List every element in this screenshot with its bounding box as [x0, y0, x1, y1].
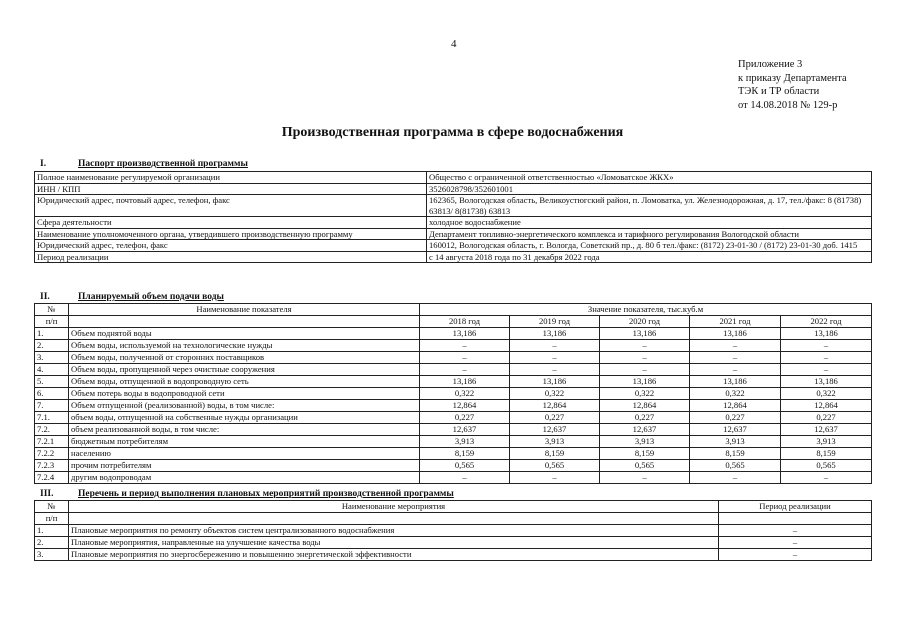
row-value: –	[781, 340, 872, 352]
row-number: 7.	[35, 400, 69, 412]
row-value: 12,637	[690, 424, 781, 436]
row-period: –	[719, 537, 872, 549]
table-row	[35, 364, 872, 376]
table-row	[35, 460, 872, 472]
row-value: 8,159	[420, 448, 510, 460]
row-value: –	[420, 340, 510, 352]
table-row	[35, 537, 872, 549]
row-value: 3,913	[510, 436, 600, 448]
row-value: 13,186	[600, 376, 690, 388]
row-value: 13,186	[510, 376, 600, 388]
row-value: 0,565	[781, 460, 872, 472]
row-value: 3,913	[420, 436, 510, 448]
row-value: 8,159	[781, 448, 872, 460]
row-name: Объем поднятой воды	[69, 328, 420, 340]
section-title: Планируемый объем подачи воды	[78, 292, 224, 302]
row-value: 12,864	[510, 400, 600, 412]
row-name: Объем воды, пропущенной через очистные сооружения	[69, 364, 420, 376]
appendix-line: Приложение 3	[738, 59, 803, 70]
row-number: 1.	[35, 525, 69, 537]
row-value: –	[600, 472, 690, 484]
row-number: 7.1.	[35, 412, 69, 424]
row-number: 6.	[35, 388, 69, 400]
header-num: №	[35, 501, 69, 513]
table-row	[35, 424, 872, 436]
row-value: 0,322	[781, 388, 872, 400]
row-number: 2.	[35, 537, 69, 549]
row-name: объем реализованной воды, в том числе:	[69, 424, 420, 436]
table-row	[35, 400, 872, 412]
header-year: 2021 год	[690, 316, 781, 328]
row-value: 0,565	[600, 460, 690, 472]
row-name: Объем воды, используемой на технологические нужды	[69, 340, 420, 352]
table-row	[35, 412, 872, 424]
row-value: 12,637	[600, 424, 690, 436]
row-value: 0,565	[420, 460, 510, 472]
table-row	[35, 472, 872, 484]
row-value: –	[510, 340, 600, 352]
row-value: 12,637	[510, 424, 600, 436]
row-value: 3,913	[690, 436, 781, 448]
header-year: 2022 год	[781, 316, 872, 328]
row-value: 13,186	[690, 376, 781, 388]
row-name: объем воды, отпущенной на собственные нужды организации	[69, 412, 420, 424]
header-year: 2019 год	[510, 316, 600, 328]
passport-label: ИНН / КПП	[35, 183, 427, 195]
header-num-sub: п/п	[35, 513, 69, 525]
page-number: 4	[451, 38, 457, 50]
row-value: –	[690, 352, 781, 364]
header-empty	[719, 513, 872, 525]
passport-row	[35, 195, 872, 217]
row-value: –	[690, 472, 781, 484]
row-value: 13,186	[420, 376, 510, 388]
row-value: 12,864	[690, 400, 781, 412]
section-2-heading	[34, 292, 224, 302]
header-empty	[69, 513, 719, 525]
row-value: 0,322	[690, 388, 781, 400]
passport-value: холодное водоснабжение	[427, 217, 872, 229]
row-number: 7.2.2	[35, 448, 69, 460]
table-row	[35, 352, 872, 364]
row-value: –	[781, 472, 872, 484]
row-value: 0,227	[781, 412, 872, 424]
appendix-block	[738, 58, 847, 112]
row-value: 12,637	[420, 424, 510, 436]
row-value: –	[420, 472, 510, 484]
row-value: 13,186	[690, 328, 781, 340]
table-row	[35, 525, 872, 537]
row-number: 3.	[35, 352, 69, 364]
row-name: бюджетным потребителям	[69, 436, 420, 448]
passport-value: с 14 августа 2018 года по 31 декабря 2022 года	[427, 251, 872, 263]
row-name: Плановые мероприятия, направленные на улучшение качества воды	[69, 537, 719, 549]
passport-label: Полное наименование регулируемой организации	[35, 172, 427, 184]
passport-label: Период реализации	[35, 251, 427, 263]
row-number: 7.2.4	[35, 472, 69, 484]
passport-label: Юридический адрес, почтовый адрес, телефон, факс	[35, 195, 427, 217]
passport-value: 160012, Вологодская область, г. Вологда, Советский пр., д. 80 б тел./факс: (8172) 23-01-30 / (8172) 23-01-30 доб. 1415	[427, 240, 872, 252]
header-year: 2020 год	[600, 316, 690, 328]
row-value: 13,186	[781, 328, 872, 340]
row-number: 7.2.3	[35, 460, 69, 472]
section-title: Паспорт производственной программы	[78, 159, 248, 169]
row-number: 2.	[35, 340, 69, 352]
section-number: I.	[40, 159, 47, 169]
row-value: –	[690, 340, 781, 352]
row-value: 0,227	[510, 412, 600, 424]
appendix-line: от 14.08.2018 № 129-р	[738, 99, 838, 111]
row-value: –	[781, 364, 872, 376]
header-name: Наименование показателя	[69, 304, 420, 316]
row-value: 12,864	[420, 400, 510, 412]
row-value: –	[510, 472, 600, 484]
section-title: Перечень и период выполнения плановых мероприятий производственной программы	[78, 489, 454, 499]
row-value: 3,913	[600, 436, 690, 448]
row-value: –	[600, 340, 690, 352]
passport-row	[35, 251, 872, 263]
row-name: Объем воды, отпущенной в водопроводную сеть	[69, 376, 420, 388]
passport-label: Юридический адрес, телефон, факс	[35, 240, 427, 252]
table-row	[35, 436, 872, 448]
passport-value: Департамент топливно-энергетического комплекса и тарифного регулирования Вологодской области	[427, 228, 872, 240]
table-row	[35, 328, 872, 340]
header-name: Наименование мероприятия	[69, 501, 719, 513]
header-year: 2018 год	[420, 316, 510, 328]
row-value: –	[600, 364, 690, 376]
section-1-heading	[34, 159, 248, 169]
header-num: №	[35, 304, 69, 316]
row-value: 12,864	[600, 400, 690, 412]
table-row	[35, 388, 872, 400]
passport-row	[35, 217, 872, 229]
row-value: 13,186	[781, 376, 872, 388]
section-number: III.	[40, 489, 54, 499]
row-value: 8,159	[510, 448, 600, 460]
row-number: 3.	[35, 549, 69, 561]
passport-value: 162365, Вологодская область, Великоустюгский район, п. Ломоватка, ул. Железнодорожная, д. 17, тел./факс: 8 (81738) 63813/ 8(81738) 63813	[427, 195, 872, 217]
row-value: 12,637	[781, 424, 872, 436]
row-value: –	[510, 364, 600, 376]
row-value: –	[690, 364, 781, 376]
row-value: –	[510, 352, 600, 364]
measures-table	[34, 500, 872, 561]
row-value: –	[781, 352, 872, 364]
row-value: 0,227	[600, 412, 690, 424]
header-num-sub: п/п	[35, 316, 69, 328]
row-name: Объем отпущенной (реализованной) воды, в том числе:	[69, 400, 420, 412]
row-period: –	[719, 549, 872, 561]
page-title: Производственная программа в сфере водоснабжения	[281, 125, 624, 140]
passport-label: Наименование уполномоченного органа, утвердившего производственную программу	[35, 228, 427, 240]
row-name: Плановые мероприятия по энергосбережению и повышению энергетической эффективности	[69, 549, 719, 561]
row-value: 0,227	[690, 412, 781, 424]
row-number: 7.2.1	[35, 436, 69, 448]
row-value: 0,227	[420, 412, 510, 424]
appendix-line: к приказу Департамента	[738, 72, 847, 84]
row-value: 0,565	[690, 460, 781, 472]
table-row	[35, 376, 872, 388]
row-name: Объем потерь воды в водопроводной сети	[69, 388, 420, 400]
table-row	[35, 549, 872, 561]
appendix-line: ТЭК и ТР области	[738, 86, 820, 97]
table-row	[35, 448, 872, 460]
row-name: другим водопроводам	[69, 472, 420, 484]
passport-row	[35, 240, 872, 252]
header-value-caption: Значение показателя, тыс.куб.м	[420, 304, 872, 316]
passport-row	[35, 228, 872, 240]
row-value: 13,186	[600, 328, 690, 340]
row-value: –	[420, 352, 510, 364]
section-3-heading	[34, 489, 454, 499]
row-value: 13,186	[420, 328, 510, 340]
row-value: 3,913	[781, 436, 872, 448]
row-value: 13,186	[510, 328, 600, 340]
row-number: 1.	[35, 328, 69, 340]
passport-value: 3526028798/352601001	[427, 183, 872, 195]
row-value: 8,159	[600, 448, 690, 460]
row-name: Плановые мероприятия по ремонту объектов систем централизованного водоснабжения	[69, 525, 719, 537]
row-name: прочим потребителям	[69, 460, 420, 472]
passport-value: Общество с ограниченной ответственностью «Ломоватское ЖКХ»	[427, 172, 872, 184]
passport-label: Сфера деятельности	[35, 217, 427, 229]
row-number: 5.	[35, 376, 69, 388]
row-name: населению	[69, 448, 420, 460]
row-value: 0,322	[420, 388, 510, 400]
table-row	[35, 340, 872, 352]
passport-table	[34, 171, 872, 263]
row-value: 8,159	[690, 448, 781, 460]
row-value: 0,565	[510, 460, 600, 472]
passport-row	[35, 183, 872, 195]
row-period: –	[719, 525, 872, 537]
row-value: 0,322	[510, 388, 600, 400]
row-number: 7.2.	[35, 424, 69, 436]
water-volume-table	[34, 303, 872, 484]
row-value: –	[600, 352, 690, 364]
row-value: 12,864	[781, 400, 872, 412]
header-empty	[69, 316, 420, 328]
row-number: 4.	[35, 364, 69, 376]
passport-row	[35, 172, 872, 184]
row-name: Объем воды, полученной от сторонних поставщиков	[69, 352, 420, 364]
row-value: 0,322	[600, 388, 690, 400]
section-number: II.	[40, 292, 50, 302]
row-value: –	[420, 364, 510, 376]
header-period: Период реализации	[719, 501, 872, 513]
